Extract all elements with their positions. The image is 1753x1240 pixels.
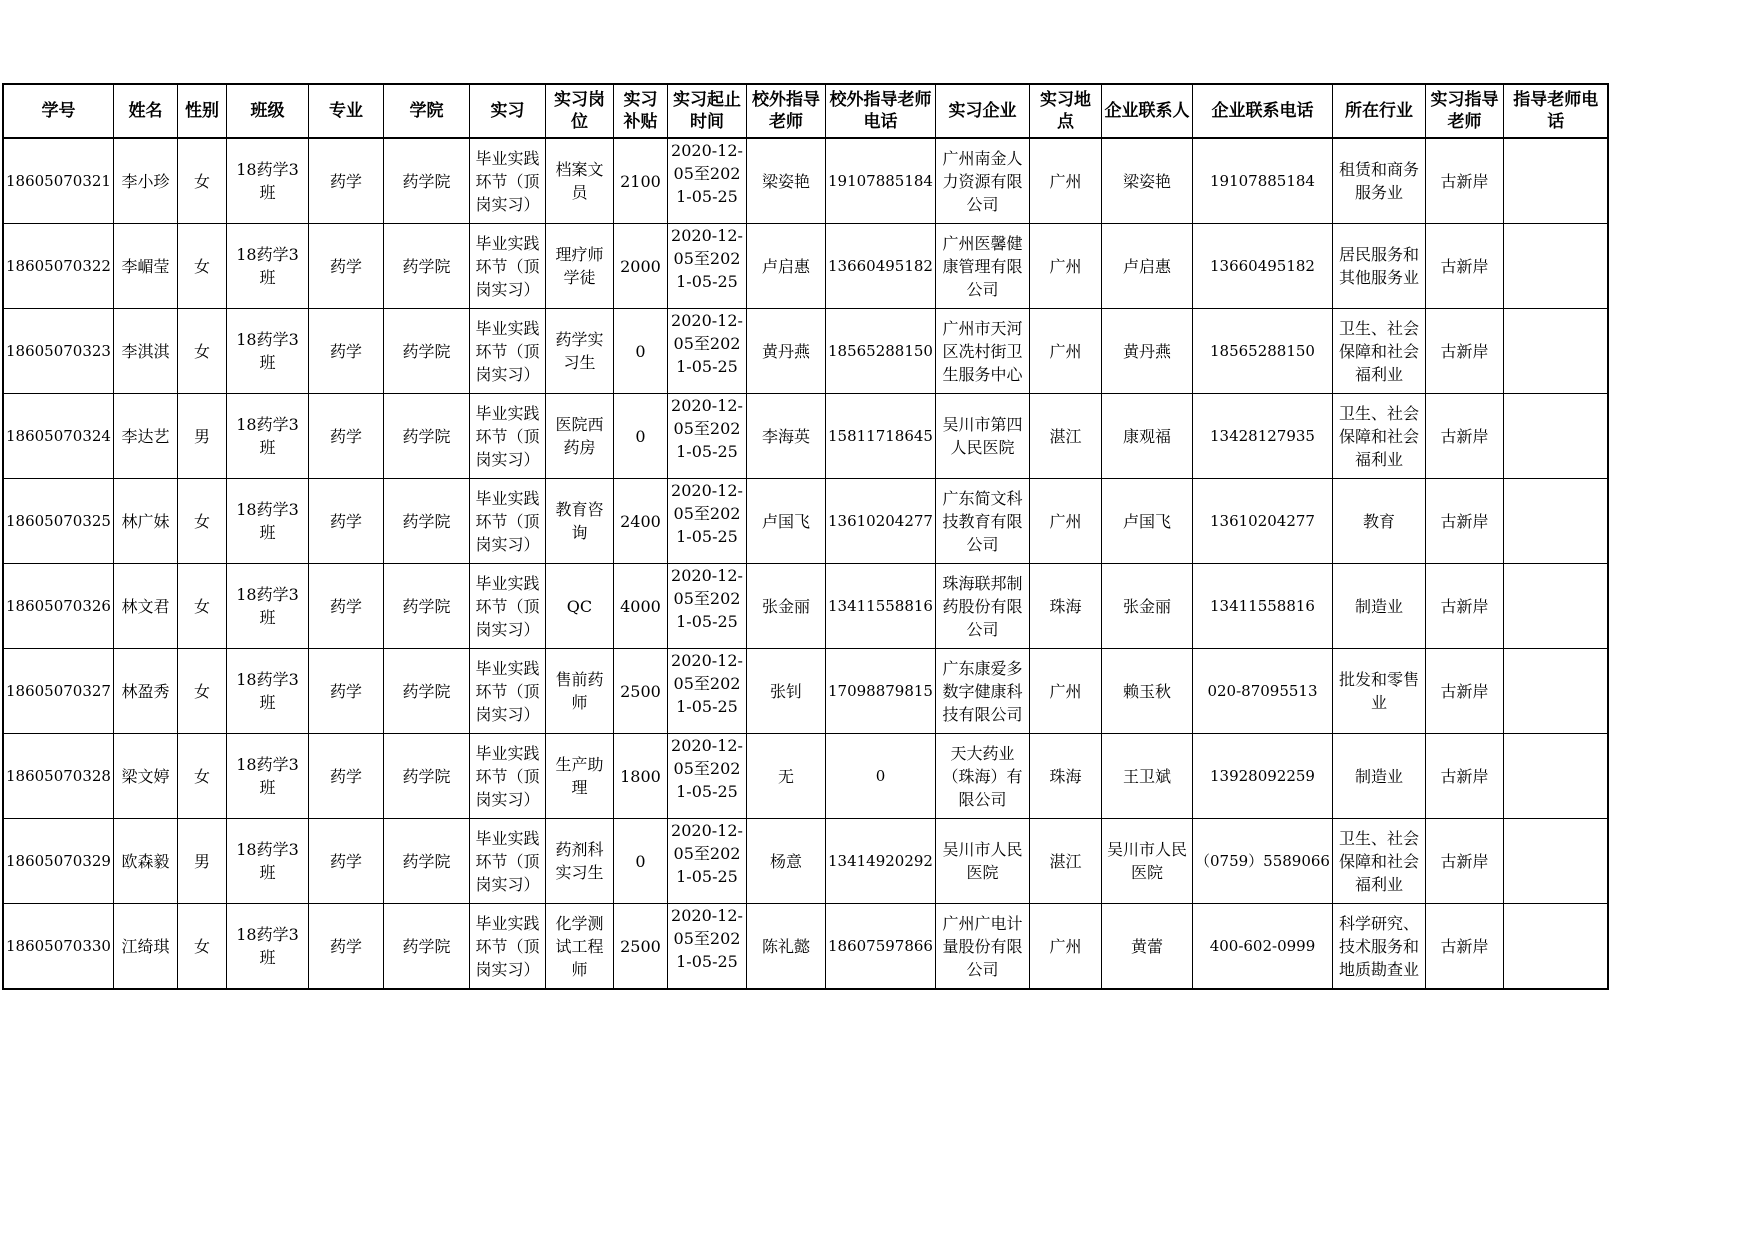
cell-industry: 教育 (1332, 479, 1425, 564)
cell-industry: 批发和零售业 (1332, 649, 1425, 734)
cell-advisor-phone (1503, 734, 1608, 819)
cell-internship-period (667, 309, 746, 394)
cell-name: 林盈秀 (113, 649, 177, 734)
cell-internship-company: 广东简文科技教育有限公司 (935, 479, 1029, 564)
cell-major: 药学 (308, 138, 383, 224)
cell-name: 梁文婷 (113, 734, 177, 819)
cell-gender: 女 (177, 138, 226, 224)
cell-name: 李淇淇 (113, 309, 177, 394)
column-header-student-id: 学号 (3, 84, 113, 138)
cell-internship-location: 广州 (1029, 904, 1101, 990)
cell-internship-subsidy: 4000 (613, 564, 667, 649)
cell-company-contact-phone: 13610204277 (1192, 479, 1332, 564)
cell-industry: 卫生、社会保障和社会福利业 (1332, 309, 1425, 394)
cell-external-advisor-phone: 15811718645 (825, 394, 935, 479)
column-header-internship-subsidy: 实习补贴 (613, 84, 667, 138)
cell-company-contact-phone: 400-602-0999 (1192, 904, 1332, 990)
cell-internship-location: 广州 (1029, 479, 1101, 564)
cell-class: 18药学3班 (226, 649, 308, 734)
column-header-internship-type: 实习 (469, 84, 545, 138)
cell-advisor-phone (1503, 819, 1608, 904)
cell-internship-period (667, 138, 746, 224)
cell-gender: 女 (177, 904, 226, 990)
cell-company-contact-phone: 020-87095513 (1192, 649, 1332, 734)
cell-industry: 制造业 (1332, 734, 1425, 819)
cell-external-advisor: 梁姿艳 (746, 138, 825, 224)
cell-external-advisor: 杨意 (746, 819, 825, 904)
cell-major: 药学 (308, 564, 383, 649)
header-row (3, 84, 1608, 138)
column-header-internship-period: 实习起止时间 (667, 84, 746, 138)
cell-internship-subsidy: 2500 (613, 649, 667, 734)
cell-student-id: 18605070321 (3, 138, 113, 224)
cell-external-advisor-phone: 19107885184 (825, 138, 935, 224)
cell-external-advisor: 张金丽 (746, 564, 825, 649)
cell-internship-advisor: 古新岸 (1425, 138, 1503, 224)
cell-company-contact-phone: 13411558816 (1192, 564, 1332, 649)
cell-student-id: 18605070325 (3, 479, 113, 564)
cell-college: 药学院 (383, 734, 469, 819)
cell-internship-period (667, 564, 746, 649)
cell-internship-position: 售前药师 (545, 649, 613, 734)
cell-class: 18药学3班 (226, 564, 308, 649)
cell-internship-type: 毕业实践环节（顶岗实习） (469, 734, 545, 819)
cell-internship-advisor: 古新岸 (1425, 479, 1503, 564)
cell-internship-location: 广州 (1029, 309, 1101, 394)
cell-class: 18药学3班 (226, 479, 308, 564)
internship-period-text: 2020-12-05至2021-05-25 (671, 906, 743, 971)
cell-internship-position: 医院西药房 (545, 394, 613, 479)
table-body (3, 138, 1608, 989)
cell-company-contact: 卢启惠 (1101, 224, 1192, 309)
cell-internship-subsidy: 0 (613, 309, 667, 394)
column-header-industry: 所在行业 (1332, 84, 1425, 138)
cell-college: 药学院 (383, 904, 469, 990)
cell-internship-subsidy: 2100 (613, 138, 667, 224)
cell-internship-company: 广州广电计量股份有限公司 (935, 904, 1029, 990)
cell-name: 林广妹 (113, 479, 177, 564)
cell-internship-company: 天大药业（珠海）有限公司 (935, 734, 1029, 819)
cell-advisor-phone (1503, 904, 1608, 990)
cell-student-id: 18605070328 (3, 734, 113, 819)
cell-advisor-phone (1503, 649, 1608, 734)
cell-internship-position: 档案文员 (545, 138, 613, 224)
cell-student-id: 18605070327 (3, 649, 113, 734)
cell-external-advisor-phone: 13411558816 (825, 564, 935, 649)
cell-internship-advisor: 古新岸 (1425, 564, 1503, 649)
cell-industry: 居民服务和其他服务业 (1332, 224, 1425, 309)
cell-gender: 女 (177, 224, 226, 309)
cell-industry: 租赁和商务服务业 (1332, 138, 1425, 224)
cell-internship-company: 吴川市第四人民医院 (935, 394, 1029, 479)
cell-internship-location: 湛江 (1029, 394, 1101, 479)
cell-internship-location: 湛江 (1029, 819, 1101, 904)
cell-external-advisor: 李海英 (746, 394, 825, 479)
cell-gender: 女 (177, 479, 226, 564)
cell-company-contact: 王卫斌 (1101, 734, 1192, 819)
cell-student-id: 18605070323 (3, 309, 113, 394)
cell-internship-company: 广州南金人力资源有限公司 (935, 138, 1029, 224)
cell-internship-period (667, 394, 746, 479)
cell-internship-position: 药剂科实习生 (545, 819, 613, 904)
cell-major: 药学 (308, 309, 383, 394)
cell-external-advisor: 无 (746, 734, 825, 819)
cell-college: 药学院 (383, 138, 469, 224)
cell-advisor-phone (1503, 138, 1608, 224)
internship-period-text: 2020-12-05至2021-05-25 (671, 481, 743, 546)
cell-college: 药学院 (383, 819, 469, 904)
cell-class: 18药学3班 (226, 734, 308, 819)
cell-gender: 女 (177, 309, 226, 394)
cell-company-contact-phone: 18565288150 (1192, 309, 1332, 394)
cell-company-contact: 康观福 (1101, 394, 1192, 479)
cell-internship-location: 珠海 (1029, 734, 1101, 819)
cell-internship-company: 广州市天河区冼村街卫生服务中心 (935, 309, 1029, 394)
internship-table (2, 83, 1609, 990)
cell-major: 药学 (308, 819, 383, 904)
column-header-external-advisor: 校外指导老师 (746, 84, 825, 138)
cell-advisor-phone (1503, 564, 1608, 649)
cell-internship-period (667, 649, 746, 734)
cell-internship-location: 广州 (1029, 138, 1101, 224)
cell-internship-type: 毕业实践环节（顶岗实习） (469, 819, 545, 904)
cell-major: 药学 (308, 479, 383, 564)
cell-external-advisor-phone: 17098879815 (825, 649, 935, 734)
cell-advisor-phone (1503, 309, 1608, 394)
cell-gender: 女 (177, 734, 226, 819)
column-header-class: 班级 (226, 84, 308, 138)
cell-college: 药学院 (383, 394, 469, 479)
cell-internship-subsidy: 2400 (613, 479, 667, 564)
cell-internship-subsidy: 1800 (613, 734, 667, 819)
cell-internship-subsidy: 0 (613, 394, 667, 479)
cell-internship-type: 毕业实践环节（顶岗实习） (469, 309, 545, 394)
cell-major: 药学 (308, 649, 383, 734)
column-header-company-contact-phone: 企业联系电话 (1192, 84, 1332, 138)
cell-major: 药学 (308, 224, 383, 309)
cell-internship-period (667, 734, 746, 819)
cell-internship-period (667, 904, 746, 990)
cell-internship-location: 珠海 (1029, 564, 1101, 649)
cell-external-advisor-phone: 13610204277 (825, 479, 935, 564)
cell-college: 药学院 (383, 649, 469, 734)
cell-student-id: 18605070326 (3, 564, 113, 649)
cell-gender: 女 (177, 649, 226, 734)
cell-student-id: 18605070322 (3, 224, 113, 309)
internship-period-text: 2020-12-05至2021-05-25 (671, 226, 743, 291)
cell-industry: 卫生、社会保障和社会福利业 (1332, 394, 1425, 479)
cell-internship-advisor: 古新岸 (1425, 819, 1503, 904)
column-header-internship-position: 实习岗位 (545, 84, 613, 138)
cell-company-contact: 黄蕾 (1101, 904, 1192, 990)
cell-external-advisor-phone: 18565288150 (825, 309, 935, 394)
cell-company-contact-phone: 13928092259 (1192, 734, 1332, 819)
cell-gender: 男 (177, 394, 226, 479)
table-row (3, 479, 1608, 564)
column-header-college: 学院 (383, 84, 469, 138)
cell-internship-type: 毕业实践环节（顶岗实习） (469, 904, 545, 990)
cell-internship-period (667, 224, 746, 309)
column-header-external-advisor-phone: 校外指导老师电话 (825, 84, 935, 138)
cell-external-advisor-phone: 0 (825, 734, 935, 819)
cell-company-contact-phone: （0759）5589066 (1192, 819, 1332, 904)
cell-internship-subsidy: 2500 (613, 904, 667, 990)
cell-major: 药学 (308, 394, 383, 479)
cell-student-id: 18605070324 (3, 394, 113, 479)
cell-advisor-phone (1503, 479, 1608, 564)
cell-company-contact: 卢国飞 (1101, 479, 1192, 564)
cell-internship-subsidy: 2000 (613, 224, 667, 309)
cell-class: 18药学3班 (226, 904, 308, 990)
column-header-internship-advisor: 实习指导老师 (1425, 84, 1503, 138)
cell-advisor-phone (1503, 394, 1608, 479)
cell-internship-location: 广州 (1029, 224, 1101, 309)
cell-class: 18药学3班 (226, 138, 308, 224)
cell-internship-advisor: 古新岸 (1425, 309, 1503, 394)
table-row (3, 904, 1608, 990)
cell-internship-position: QC (545, 564, 613, 649)
cell-name: 欧森毅 (113, 819, 177, 904)
cell-internship-company: 广州医馨健康管理有限公司 (935, 224, 1029, 309)
cell-company-contact-phone: 13660495182 (1192, 224, 1332, 309)
cell-name: 李小珍 (113, 138, 177, 224)
cell-class: 18药学3班 (226, 819, 308, 904)
cell-internship-type: 毕业实践环节（顶岗实习） (469, 138, 545, 224)
table-row (3, 138, 1608, 224)
cell-internship-position: 生产助理 (545, 734, 613, 819)
cell-internship-location: 广州 (1029, 649, 1101, 734)
internship-period-text: 2020-12-05至2021-05-25 (671, 311, 743, 376)
table-header (3, 84, 1608, 138)
cell-company-contact-phone: 19107885184 (1192, 138, 1332, 224)
cell-name: 江绮琪 (113, 904, 177, 990)
internship-period-text: 2020-12-05至2021-05-25 (671, 396, 743, 461)
cell-internship-position: 化学测试工程师 (545, 904, 613, 990)
column-header-advisor-phone: 指导老师电话 (1503, 84, 1608, 138)
cell-name: 李嵋莹 (113, 224, 177, 309)
table-row (3, 819, 1608, 904)
cell-internship-type: 毕业实践环节（顶岗实习） (469, 649, 545, 734)
cell-internship-company: 珠海联邦制药股份有限公司 (935, 564, 1029, 649)
cell-advisor-phone (1503, 224, 1608, 309)
column-header-company-contact: 企业联系人 (1101, 84, 1192, 138)
column-header-major: 专业 (308, 84, 383, 138)
cell-internship-advisor: 古新岸 (1425, 734, 1503, 819)
table-row (3, 649, 1608, 734)
cell-internship-advisor: 古新岸 (1425, 904, 1503, 990)
internship-period-text: 2020-12-05至2021-05-25 (671, 736, 743, 801)
cell-company-contact: 赖玉秋 (1101, 649, 1192, 734)
cell-internship-advisor: 古新岸 (1425, 224, 1503, 309)
cell-industry: 卫生、社会保障和社会福利业 (1332, 819, 1425, 904)
cell-class: 18药学3班 (226, 394, 308, 479)
cell-external-advisor-phone: 13414920292 (825, 819, 935, 904)
column-header-gender: 性别 (177, 84, 226, 138)
cell-industry: 制造业 (1332, 564, 1425, 649)
cell-name: 林文君 (113, 564, 177, 649)
cell-internship-subsidy: 0 (613, 819, 667, 904)
cell-college: 药学院 (383, 479, 469, 564)
table-row (3, 224, 1608, 309)
cell-internship-position: 药学实习生 (545, 309, 613, 394)
cell-major: 药学 (308, 734, 383, 819)
cell-internship-type: 毕业实践环节（顶岗实习） (469, 224, 545, 309)
cell-college: 药学院 (383, 224, 469, 309)
cell-external-advisor: 张钊 (746, 649, 825, 734)
cell-class: 18药学3班 (226, 224, 308, 309)
cell-company-contact: 黄丹燕 (1101, 309, 1192, 394)
column-header-internship-location: 实习地点 (1029, 84, 1101, 138)
cell-internship-type: 毕业实践环节（顶岗实习） (469, 479, 545, 564)
cell-internship-position: 理疗师学徒 (545, 224, 613, 309)
cell-internship-position: 教育咨询 (545, 479, 613, 564)
cell-class: 18药学3班 (226, 309, 308, 394)
cell-internship-type: 毕业实践环节（顶岗实习） (469, 394, 545, 479)
cell-internship-company: 广东康爱多数字健康科技有限公司 (935, 649, 1029, 734)
table-row (3, 734, 1608, 819)
cell-external-advisor-phone: 13660495182 (825, 224, 935, 309)
cell-internship-advisor: 古新岸 (1425, 394, 1503, 479)
cell-internship-type: 毕业实践环节（顶岗实习） (469, 564, 545, 649)
cell-company-contact-phone: 13428127935 (1192, 394, 1332, 479)
table-row (3, 309, 1608, 394)
table-row (3, 564, 1608, 649)
cell-external-advisor-phone: 18607597866 (825, 904, 935, 990)
cell-student-id: 18605070330 (3, 904, 113, 990)
cell-college: 药学院 (383, 564, 469, 649)
table-row (3, 394, 1608, 479)
column-header-internship-company: 实习企业 (935, 84, 1029, 138)
cell-internship-advisor: 古新岸 (1425, 649, 1503, 734)
cell-major: 药学 (308, 904, 383, 990)
cell-internship-period (667, 479, 746, 564)
cell-name: 李达艺 (113, 394, 177, 479)
cell-internship-company: 吴川市人民医院 (935, 819, 1029, 904)
cell-external-advisor: 卢启惠 (746, 224, 825, 309)
cell-company-contact: 梁姿艳 (1101, 138, 1192, 224)
cell-college: 药学院 (383, 309, 469, 394)
cell-gender: 女 (177, 564, 226, 649)
cell-external-advisor: 黄丹燕 (746, 309, 825, 394)
cell-industry: 科学研究、技术服务和地质勘查业 (1332, 904, 1425, 990)
internship-period-text: 2020-12-05至2021-05-25 (671, 651, 743, 716)
column-header-name: 姓名 (113, 84, 177, 138)
cell-external-advisor: 陈礼懿 (746, 904, 825, 990)
cell-gender: 男 (177, 819, 226, 904)
cell-company-contact: 张金丽 (1101, 564, 1192, 649)
internship-period-text: 2020-12-05至2021-05-25 (671, 141, 743, 206)
cell-company-contact: 吴川市人民医院 (1101, 819, 1192, 904)
internship-period-text: 2020-12-05至2021-05-25 (671, 821, 743, 886)
internship-period-text: 2020-12-05至2021-05-25 (671, 566, 743, 631)
cell-external-advisor: 卢国飞 (746, 479, 825, 564)
cell-internship-period (667, 819, 746, 904)
cell-student-id: 18605070329 (3, 819, 113, 904)
